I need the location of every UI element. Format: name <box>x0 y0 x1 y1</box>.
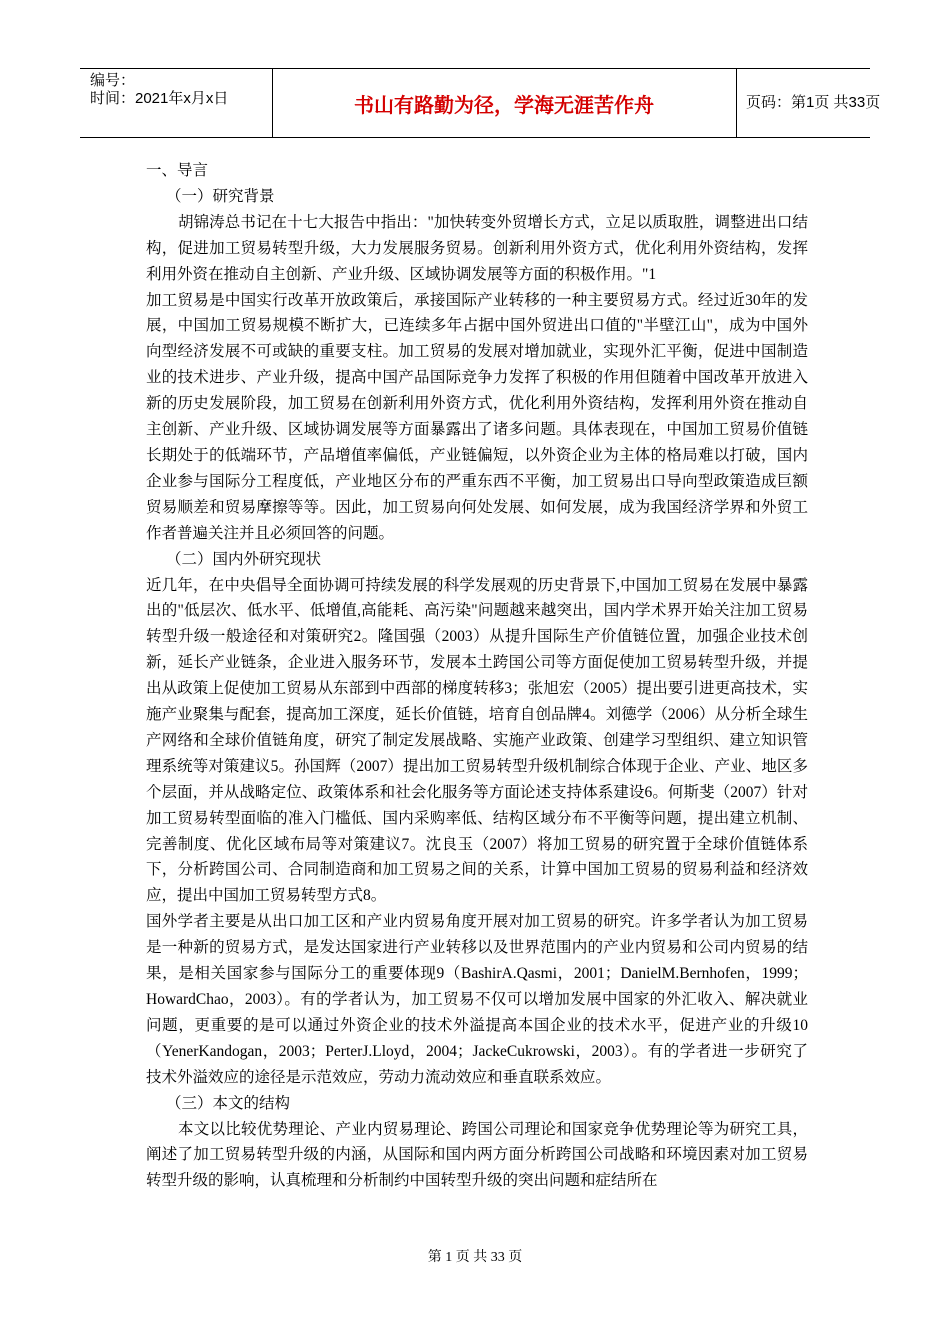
subsection-heading-research-status: （二）国内外研究现状 <box>166 550 322 568</box>
paragraph: 本文以比较优势理论、产业内贸易理论、跨国公司理论和国家竞争优势理论等为研究工具，阐述了加工贸易转型升级的内涵，从国际和国内两方面分析跨国公司战略和环境因素对加工贸易转型升级的影响，认真梳理和分析制约中国转型升级的突出问题和症结所在 <box>146 1120 808 1190</box>
document-code: 编号： <box>90 72 136 89</box>
document-date: 时间：2021年x月x日 <box>90 90 229 107</box>
header-page-cell <box>736 69 881 137</box>
motto-text: 书山有路勤为径，学海无涯苦作舟 <box>354 93 654 117</box>
page-footer: 第 1 页 共 33 页 <box>427 1250 523 1265</box>
header-motto-cell <box>272 69 737 137</box>
paragraph: 近几年，在中央倡导全面协调可持续发展的科学发展观的历史背景下,中国加工贸易在发展中暴露出的"低层次、低水平、低增值,高能耗、高污染"问题越来越突出，国内学术界开始关注加工贸易转型升级一般途径和对策研究2。隆国强（2003）从提升国际生产价值链位置，加强企业技术创新，延长产业链条，企业进入服务环节，发展本土跨国公司等方面促使加工贸易转型升级，并提出从政策上促使加工贸易从东部到中西部的梯度转移3；张旭宏（2005）提出要引进更高技术，实施产业聚集与配套，提高加工深度，延长价值链，培育自创品牌4。刘德学（2006）从分析全球生产网络和全球价值链角度，研究了制定发展战略、实施产业政策、创建学习型组织、建立知识管理系统等对策建议5。孙国辉（2007）提出加工贸易转型升级机制综合体现于企业、产业、地区多个层面，并从战略定位、政策体系和社会化服务等方面论述支持体系建设6。何斯斐（2007）针对加工贸易转型面临的准入门槛低、国内采购率低、结构区域分布不平衡等问题，提出建立机制、完善制度、优化区域布局等对策建议7。沈良玉（2007）将加工贸易的研究置于全球价值链体系下，分析跨国公司、合同制造商和加工贸易之间的关系，计算中国加工贸易的贸易利益和经济效应，提出中国加工贸易转型方式8。 <box>146 576 808 905</box>
page-number-label: 页码：第1页 共33页 <box>746 94 881 111</box>
paragraph: 加工贸易是中国实行改革开放政策后，承接国际产业转移的一种主要贸易方式。经过近30年的发展，中国加工贸易规模不断扩大，已连续多年占据中国外贸进出口值的"半壁江山"，成为中国外向型经济发展不可或缺的重要支柱。加工贸易的发展对增加就业，实现外汇平衡，促进中国制造业的技术进步、产业升级，提高中国产品国际竞争力发挥了积极的作用但随着中国改革开放进入新的历史发展阶段，加工贸易在创新利用外资方式，优化利用外资结构，发挥利用外资在推动自主创新、产业升级、区域协调发展等方面暴露出了诸多问题。具体表现在，中国加工贸易价值链长期处于的低端环节，产品增值率偏低，产业链偏短，以外资企业为主体的格局难以打破，国内企业参与国际分工程度低，产业地区分布的严重东西不平衡，加工贸易出口导向型政策造成巨额贸易顺差和贸易摩擦等等。因此，加工贸易向何处发展、如何发展，成为我国经济学界和外贸工作者普遍关注并且必须回答的问题。 <box>146 291 808 542</box>
subsection-heading-structure: （三）本文的结构 <box>166 1094 291 1112</box>
header-info-cell <box>80 69 273 137</box>
subsection-heading-background: （一）研究背景 <box>166 187 275 205</box>
document-body <box>146 158 808 1194</box>
paragraph: 国外学者主要是从出口加工区和产业内贸易角度开展对加工贸易的研究。许多学者认为加工贸易是一种新的贸易方式，是发达国家进行产业转移以及世界范围内的产业内贸易和公司内贸易的结果，是相关国家参与国际分工的重要体现9（BashirA.Qasmi，2001；DanielM.Bernhofen，1999；HowardChao，2003）。有的学者认为，加工贸易不仅可以增加发展中国家的外汇收入、解决就业问题，更重要的是可以通过外资企业的技术外溢提高本国企业的技术水平，促进产业的升级10（YenerKandogan，2003；PerterJ.Lloyd，2004；JackeCukrowski，2003）。有的学者进一步研究了技术外溢效应的途径是示范效应，劳动力流动效应和垂直联系效应。 <box>146 913 808 1086</box>
paragraph: 胡锦涛总书记在十七大报告中指出："加快转变外贸增长方式，立足以质取胜，调整进出口结构，促进加工贸易转型升级，大力发展服务贸易。创新利用外资方式，优化利用外资结构，发挥利用外资在推动自主创新、产业升级、区域协调发展等方面的积极作用。"1 <box>146 213 808 283</box>
header-table <box>80 68 881 138</box>
section-heading: 一、导言 <box>146 162 209 179</box>
